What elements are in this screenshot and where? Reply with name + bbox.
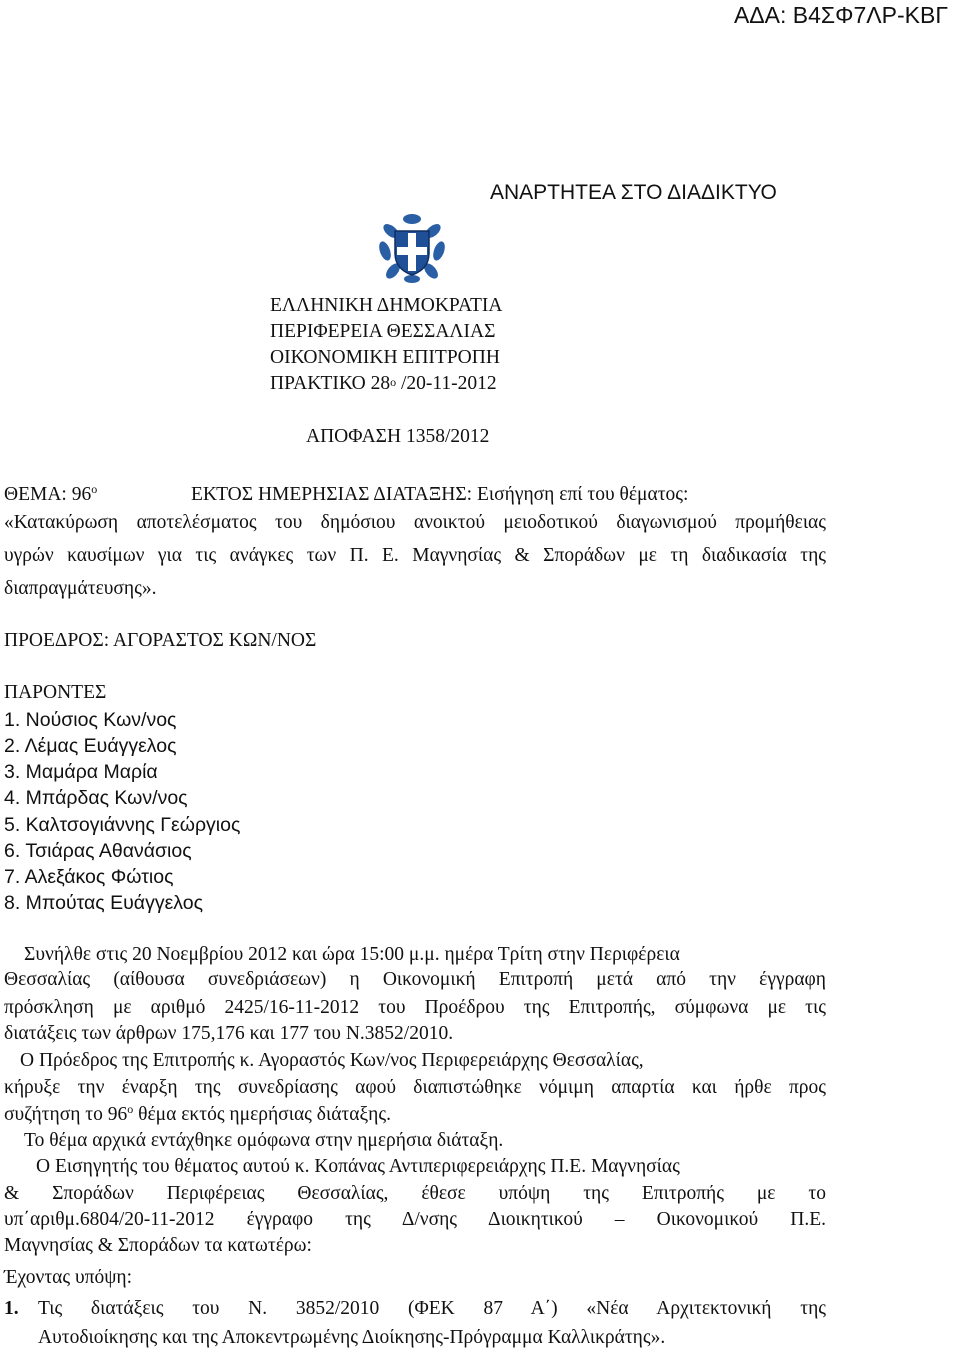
president-name: ΑΓΟΡΑΣΤΟΣ ΚΩΝ/ΝΟΣ bbox=[112, 630, 317, 651]
present-member: 8. Μπούτας Ευάγγελος bbox=[4, 892, 203, 914]
subject-line-3: υγρών καυσίμων για τις ανάγκες των Π. Ε. Μαγνησίας & Σποράδων με τη διαδικασία της bbox=[4, 545, 826, 566]
item-1-number: 1. bbox=[4, 1298, 19, 1319]
present-member: 7. Αλεξάκος Φώτιος bbox=[4, 866, 174, 888]
decision-number: ΑΠΟΦΑΣΗ 1358/2012 bbox=[306, 426, 490, 447]
present-member: 4. Μπάρδας Κων/νος bbox=[4, 787, 188, 809]
subject-label: ΘΕΜΑ: 96 bbox=[4, 484, 92, 505]
ada-code: ΑΔΑ: Β4ΣΦ7ΛΡ-ΚΒΓ bbox=[733, 2, 948, 28]
paragraph-2-ordinal: ο bbox=[127, 1102, 134, 1116]
paragraph-4-line-3: υπ΄αριθμ.6804/20-11-2012 έγγραφο της Δ/νσης Διοικητικού – Οικονομικού Π.Ε. bbox=[4, 1209, 826, 1230]
posting-notice: ΑΝΑΡΤΗΤΕΑ ΣΤΟ ΔΙΑΔΙΚΤΥΟ bbox=[490, 181, 777, 204]
president-line bbox=[4, 630, 316, 652]
subject-out-of-agenda: ΕΚΤΟΣ ΗΜΕΡΗΣΙΑΣ ΔΙΑΤΑΞΗΣ: bbox=[190, 484, 473, 505]
present-member: 2. Λέμας Ευάγγελος bbox=[4, 735, 177, 757]
minutes-label: ΠΡΑΚΤΙΚΟ 28 bbox=[270, 373, 391, 394]
item-1-line-1: Τις διατάξεις του Ν. 3852/2010 (ΦΕΚ 87 Α΄) «Νέα Αρχιτεκτονική της bbox=[38, 1298, 826, 1319]
paragraph-4-line-2: & Σποράδων Περιφέρειας Θεσσαλίας, έθεσε υπόψη της Επιτροπής με το bbox=[4, 1183, 826, 1204]
subject-intro: Εισήγηση επί του θέματος: bbox=[476, 484, 689, 505]
subject-ordinal: ο bbox=[91, 482, 98, 496]
paragraph-1-line-2: Θεσσαλίας (αίθουσα συνεδριάσεων) η Οικονομική Επιτροπή μετά από την έγγραφη bbox=[4, 969, 826, 990]
subject-line-1 bbox=[4, 484, 688, 506]
paragraph-2-text: συζήτηση το 96 bbox=[4, 1104, 128, 1125]
present-member: 1. Νούσιος Κων/νος bbox=[4, 709, 177, 731]
header-region: ΠΕΡΙΦΕΡΕΙΑ ΘΕΣΣΑΛΙΑΣ bbox=[270, 321, 496, 342]
greek-coat-of-arms-emblem bbox=[375, 211, 449, 285]
subject-line-4: διαπραγμάτευσης». bbox=[4, 578, 157, 599]
considering-heading: Έχοντας υπόψη: bbox=[4, 1267, 133, 1288]
president-label: ΠΡΟΕΔΡΟΣ: bbox=[4, 630, 110, 651]
present-member: 3. Μαμάρα Μαρία bbox=[4, 761, 158, 783]
header-greek-republic: ΕΛΛΗΝΙΚΗ ΔΗΜΟΚΡΑΤΙΑ bbox=[270, 295, 503, 316]
paragraph-2-line-3 bbox=[4, 1104, 391, 1126]
paragraph-4-line-4: Μαγνησίας & Σποράδων τα κατωτέρω: bbox=[4, 1235, 312, 1256]
paragraph-1-line-3: πρόσκληση με αριθμό 2425/16-11-2012 του Προέδρου της Επιτροπής, σύμφωνα με τις bbox=[4, 997, 826, 1018]
header-committee: ΟΙΚΟΝΟΜΙΚΗ ΕΠΙΤΡΟΠΗ bbox=[270, 347, 500, 368]
paragraph-1-line-1: Συνήλθε στις 20 Νοεμβρίου 2012 και ώρα 15:00 μ.μ. ημέρα Τρίτη στην Περιφέρεια bbox=[24, 944, 680, 965]
present-member: 5. Καλτσογιάννης Γεώργιος bbox=[4, 814, 241, 836]
paragraph-3: Το θέμα αρχικά εντάχθηκε ομόφωνα στην ημερήσια διάταξη. bbox=[24, 1130, 504, 1151]
present-member: 6. Τσιάρας Αθανάσιος bbox=[4, 840, 192, 862]
minutes-date: /20-11-2012 bbox=[396, 373, 497, 394]
subject-line-2: «Κατακύρωση αποτελέσματος του δημόσιου ανοικτού μειοδοτικού διαγωνισμού προμήθειας bbox=[4, 512, 826, 533]
paragraph-1-line-4: διατάξεις των άρθρων 175,176 και 177 του Ν.3852/2010. bbox=[4, 1023, 454, 1044]
header-minutes bbox=[270, 371, 497, 397]
minutes-ordinal: ο bbox=[390, 375, 397, 389]
paragraph-2-text-end: θέμα εκτός ημερήσιας διάταξης. bbox=[133, 1104, 391, 1125]
paragraph-4-line-1: Ο Εισηγητής του θέματος αυτού κ. Κοπάνας Αντιπεριφερειάρχης Π.Ε. Μαγνησίας bbox=[36, 1156, 680, 1177]
paragraph-2-line-2: κήρυξε την έναρξη της συνεδρίασης αφού διαπιστώθηκε νόμιμη απαρτία και ήρθε προς bbox=[4, 1077, 826, 1098]
present-title: ΠΑΡΟΝΤΕΣ bbox=[4, 682, 107, 703]
paragraph-2-line-1: Ο Πρόεδρος της Επιτροπής κ. Αγοραστός Κων/νος Περιφερειάρχης Θεσσαλίας, bbox=[20, 1050, 644, 1071]
item-1-line-2: Αυτοδιοίκησης και της Αποκεντρωμένης Διοίκησης-Πρόγραμμα Καλλικράτης». bbox=[38, 1327, 666, 1348]
